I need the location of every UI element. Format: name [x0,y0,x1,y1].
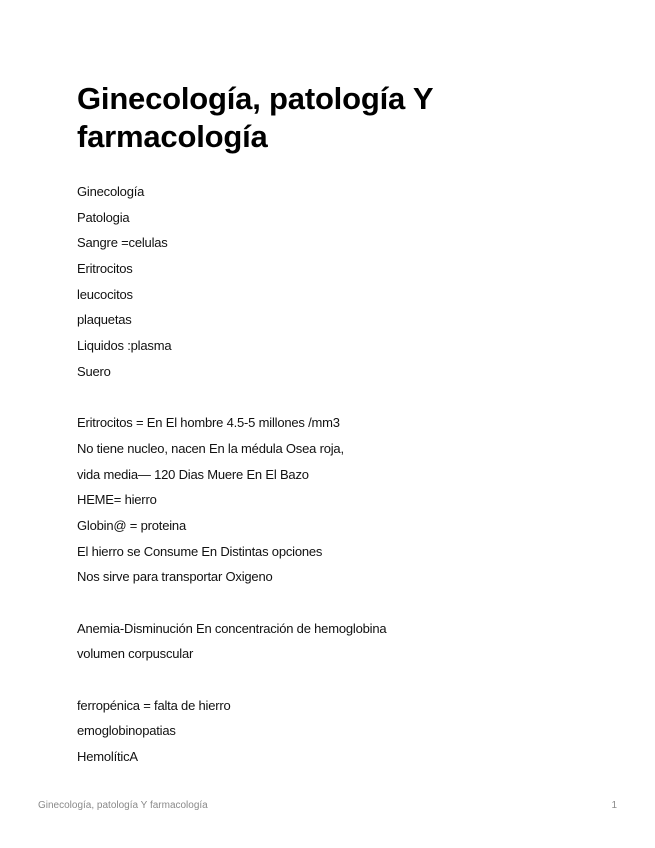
text-line: volumen corpuscular [77,646,194,662]
page-number: 1 [611,800,617,811]
text-line: Eritrocitos = En El hombre 4.5-5 millones /mm3 [77,415,340,431]
text-line: leucocitos [77,286,133,302]
text-line: Eritrocitos [77,261,133,277]
document-body [77,179,597,770]
document-title: Ginecología, patología Y farmacología [77,81,433,154]
text-line: Globin@ = proteina [77,517,186,533]
text-line: HEME= hierro [77,492,157,508]
text-line: Patologia [77,209,130,225]
text-line: vida media— 120 Dias Muere En El Bazo [77,466,309,482]
text-line: ferropénica = falta de hierro [77,697,231,713]
text-line: plaquetas [77,312,132,328]
text-line: Nos sirve para transportar Oxigeno [77,569,273,585]
text-line: Liquidos :plasma [77,338,172,354]
blank-line [77,590,597,616]
text-line: Anemia-Disminución En concentración de hemoglobina [77,620,387,636]
text-line: HemolíticA [77,749,138,765]
text-line: No tiene nucleo, nacen En la médula Osea roja, [77,440,344,456]
text-line: Sangre =celulas [77,235,168,251]
text-line: Suero [77,363,111,379]
text-line: Ginecología [77,184,145,199]
blank-line [77,667,597,693]
text-line: El hierro se Consume En Distintas opciones [77,543,323,559]
text-line: emoglobinopatias [77,723,176,739]
footer-title: Ginecología, patología Y farmacología [38,800,208,811]
blank-line [77,385,597,411]
